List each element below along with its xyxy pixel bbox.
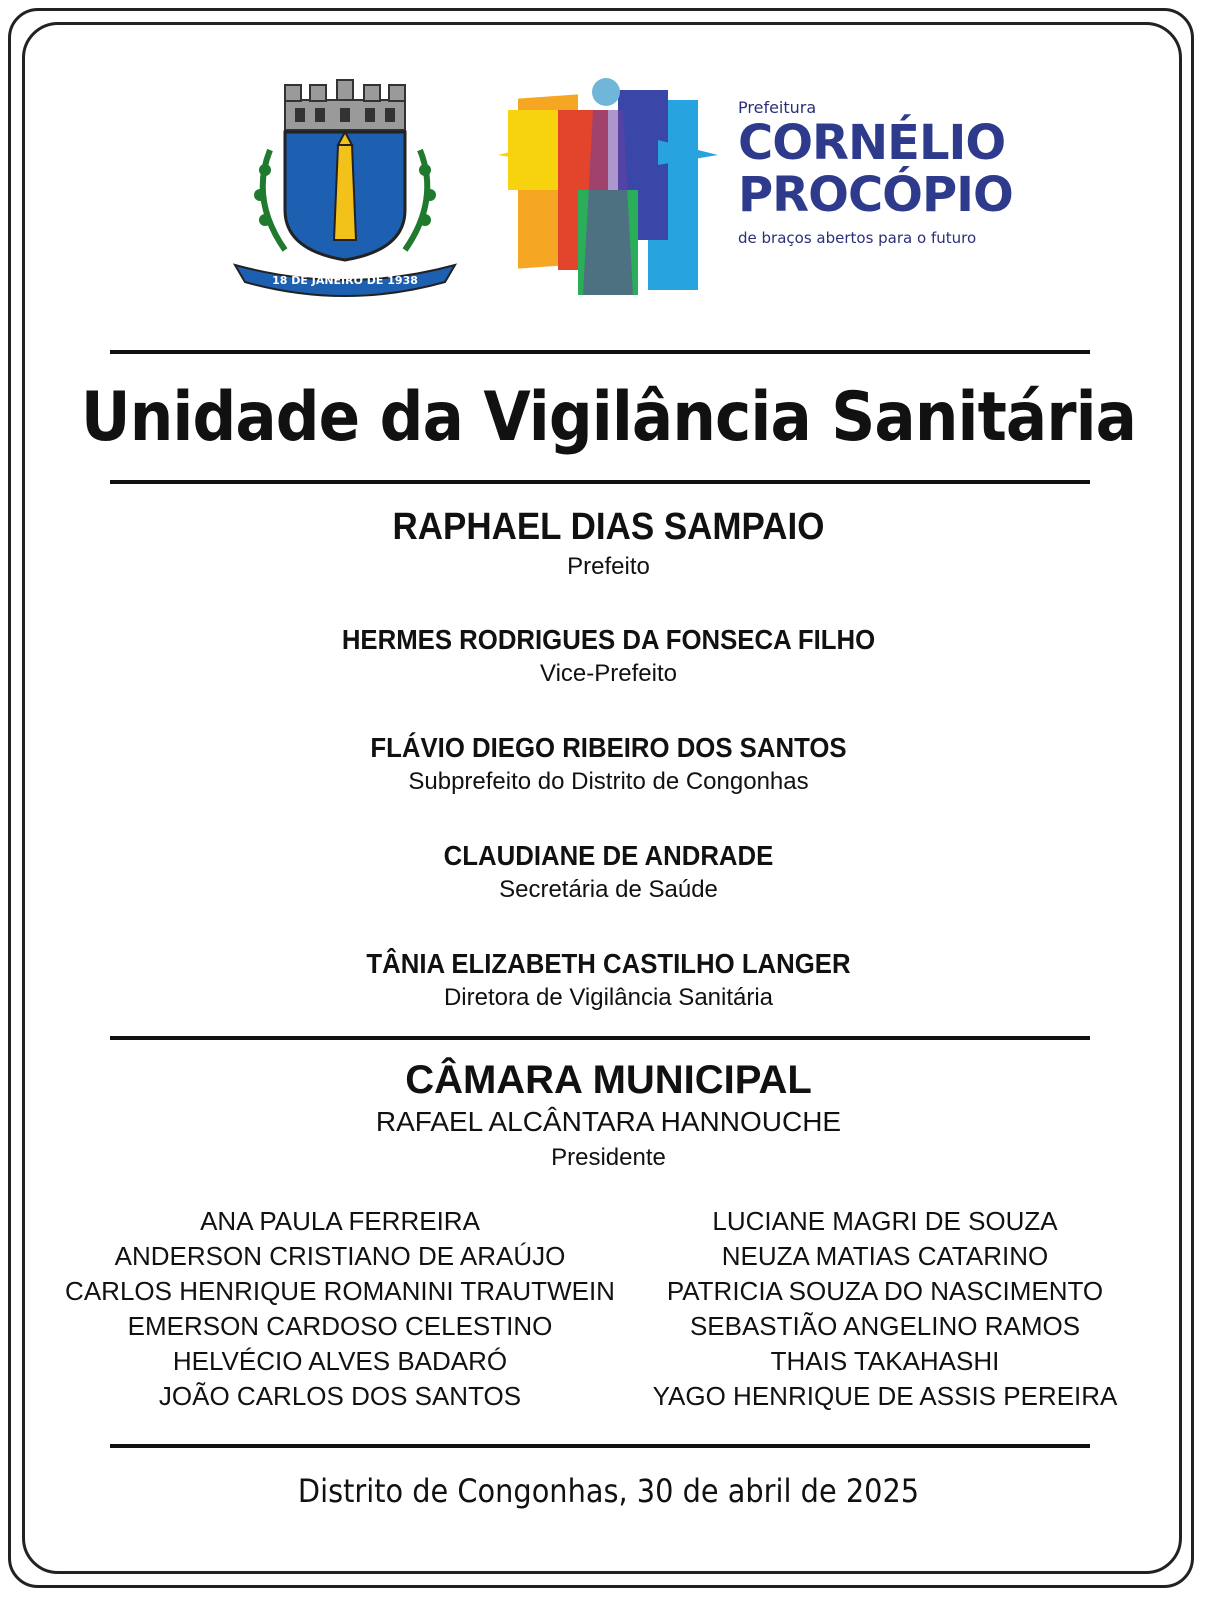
brand-line2: PROCÓPIO bbox=[738, 167, 1013, 223]
member-name: ANDERSON CRISTIANO DE ARAÚJO bbox=[114, 1241, 566, 1271]
municipal-crest-logo bbox=[230, 60, 460, 310]
member-name: ANA PAULA FERREIRA bbox=[200, 1206, 480, 1236]
official-block bbox=[0, 948, 1217, 1012]
member-name: HELVÉCIO ALVES BADARÓ bbox=[172, 1346, 508, 1376]
official-name: HERMES RODRIGUES DA FONSECA FILHO bbox=[341, 624, 876, 655]
page-title: Unidade da Vigilância Sanitária bbox=[80, 378, 1137, 457]
member-name: CARLOS HENRIQUE ROMANINI TRAUTWEIN bbox=[65, 1276, 615, 1306]
crest-ribbon-text: 18 DE JANEIRO DE 1938 bbox=[272, 274, 418, 287]
official-name: CLAUDIANE DE ANDRADE bbox=[443, 840, 774, 871]
brand-tagline: de braços abertos para o futuro bbox=[738, 229, 977, 247]
footer-date-location: Distrito de Congonhas, 30 de abril de 2025 bbox=[297, 1472, 920, 1510]
official-role: Secretária de Saúde bbox=[499, 876, 718, 903]
divider bbox=[110, 480, 1090, 484]
member-name: PATRICIA SOUZA DO NASCIMENTO bbox=[666, 1276, 1104, 1306]
official-block bbox=[0, 624, 1217, 688]
divider bbox=[110, 1444, 1090, 1448]
brand-line1: CORNÉLIO bbox=[738, 115, 1006, 171]
member-name: YAGO HENRIQUE DE ASSIS PEREIRA bbox=[652, 1381, 1118, 1411]
member-name: NEUZA MATIAS CATARINO bbox=[721, 1241, 1049, 1271]
logo-row bbox=[230, 60, 1013, 310]
official-name: RAPHAEL DIAS SAMPAIO bbox=[392, 506, 825, 548]
member-name: SEBASTIÃO ANGELINO RAMOS bbox=[689, 1311, 1081, 1341]
official-role: Prefeito bbox=[567, 553, 650, 580]
member-name: THAIS TAKAHASHI bbox=[770, 1346, 1000, 1376]
official-role: Vice-Prefeito bbox=[540, 660, 677, 687]
camara-title: CÂMARA MUNICIPAL bbox=[405, 1058, 812, 1102]
member-name: JOÃO CARLOS DOS SANTOS bbox=[158, 1381, 522, 1411]
official-name: TÂNIA ELIZABETH CASTILHO LANGER bbox=[366, 948, 851, 979]
brand-wordmark bbox=[738, 98, 1013, 247]
official-block bbox=[0, 840, 1217, 904]
brand-prefix: Prefeitura bbox=[738, 98, 817, 117]
camara-president-role: Presidente bbox=[551, 1144, 666, 1171]
official-name: FLÁVIO DIEGO RIBEIRO DOS SANTOS bbox=[370, 732, 847, 763]
official-role: Diretora de Vigilância Sanitária bbox=[443, 984, 774, 1011]
official-role: Subprefeito do Distrito de Congonhas bbox=[408, 768, 809, 795]
divider bbox=[110, 350, 1090, 354]
members-right-column bbox=[650, 1204, 1120, 1414]
member-name: LUCIANE MAGRI DE SOUZA bbox=[712, 1206, 1058, 1236]
member-name: EMERSON CARDOSO CELESTINO bbox=[127, 1311, 553, 1341]
official-block bbox=[0, 506, 1217, 581]
christ-statue-logo bbox=[498, 70, 718, 300]
official-block bbox=[0, 732, 1217, 796]
members-left-column bbox=[60, 1204, 620, 1414]
divider bbox=[110, 1036, 1090, 1040]
camara-president-name: RAFAEL ALCÂNTARA HANNOUCHE bbox=[375, 1106, 842, 1137]
